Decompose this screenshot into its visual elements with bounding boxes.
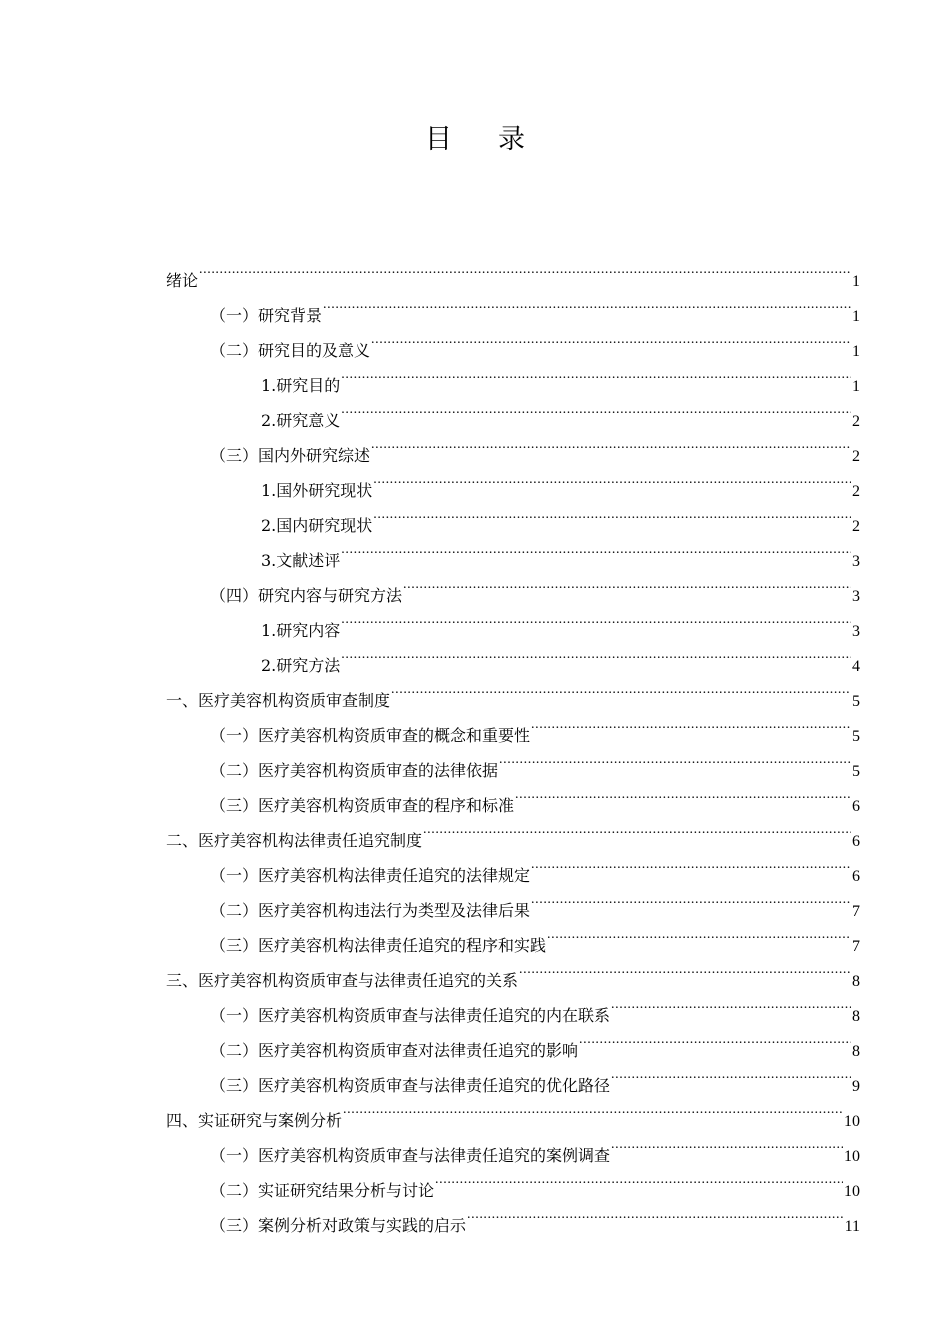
- toc-page-number: 3: [852, 588, 860, 605]
- toc-page-number: 4: [852, 658, 860, 675]
- toc-dot-leader: [341, 356, 851, 391]
- toc-dot-leader: [341, 531, 851, 566]
- toc-entry[interactable]: [166, 251, 860, 290]
- toc-entry-label: （二）医疗美容机构资质审查对法律责任追究的影响: [210, 1041, 579, 1060]
- toc-entry-label: 1.国外研究现状: [261, 481, 373, 500]
- toc-page-number: 3: [852, 553, 860, 570]
- toc-entry-label: 2.研究方法: [261, 656, 341, 675]
- toc-dot-leader: [531, 881, 851, 916]
- toc-page-number: 2: [852, 483, 860, 500]
- toc-page-number: 7: [852, 938, 860, 955]
- toc-entry-label: （一）研究背景: [210, 306, 323, 325]
- toc-entry-label: （三）国内外研究综述: [210, 446, 371, 465]
- toc-page-number: 5: [852, 763, 860, 780]
- toc-entry-label: （三）医疗美容机构资质审查的程序和标准: [210, 796, 515, 815]
- toc-dot-leader: [515, 776, 851, 811]
- toc-dot-leader: [423, 811, 851, 846]
- toc-dot-leader: [611, 1056, 851, 1091]
- toc-entry-label: 三、医疗美容机构资质审查与法律责任追究的关系: [166, 971, 519, 990]
- toc-dot-leader: [611, 986, 851, 1021]
- toc-dot-leader: [373, 496, 851, 531]
- toc-dot-leader: [371, 321, 851, 356]
- toc-dot-leader: [343, 1091, 843, 1126]
- toc-dot-leader: [199, 251, 851, 286]
- toc-page-number: 8: [852, 973, 860, 990]
- toc-page-number: 6: [852, 798, 860, 815]
- toc-dot-leader: [391, 671, 851, 706]
- toc-dot-leader: [323, 286, 851, 321]
- toc-entry[interactable]: [166, 286, 860, 325]
- toc-entry-label: 1.研究内容: [261, 621, 341, 640]
- toc-dot-leader: [341, 636, 851, 671]
- toc-dot-leader: [579, 1021, 851, 1056]
- toc-dot-leader: [341, 391, 851, 426]
- toc-page-number: 1: [852, 343, 860, 360]
- toc-dot-leader: [519, 951, 851, 986]
- toc-dot-leader: [435, 1161, 843, 1196]
- toc-dot-leader: [547, 916, 851, 951]
- toc-page-number: 10: [844, 1113, 860, 1130]
- toc-dot-leader: [611, 1126, 843, 1161]
- toc-page-number: 9: [852, 1078, 860, 1095]
- toc-entry-label: 2.国内研究现状: [261, 516, 373, 535]
- toc-entry-label: 二、医疗美容机构法律责任追究制度: [166, 831, 423, 850]
- toc-list: [166, 251, 860, 1235]
- toc-entry-label: （二）医疗美容机构资质审查的法律依据: [210, 761, 499, 780]
- toc-page-number: 2: [852, 518, 860, 535]
- toc-entry-label: （一）医疗美容机构法律责任追究的法律规定: [210, 866, 531, 885]
- toc-page-number: 1: [852, 308, 860, 325]
- toc-entry-label: （四）研究内容与研究方法: [210, 586, 403, 605]
- toc-entry-label: （一）医疗美容机构资质审查的概念和重要性: [210, 726, 531, 745]
- toc-page-number: 6: [852, 833, 860, 850]
- toc-page-number: 6: [852, 868, 860, 885]
- toc-dot-leader: [371, 426, 851, 461]
- toc-entry-label: （二）医疗美容机构违法行为类型及法律后果: [210, 901, 531, 920]
- toc-entry-label: （一）医疗美容机构资质审查与法律责任追究的内在联系: [210, 1006, 611, 1025]
- toc-dot-leader: [403, 566, 851, 601]
- toc-page-number: 2: [852, 448, 860, 465]
- toc-entry-label: （一）医疗美容机构资质审查与法律责任追究的案例调查: [210, 1146, 611, 1165]
- toc-entry-label: （二）实证研究结果分析与讨论: [210, 1181, 435, 1200]
- toc-entry-label: 1.研究目的: [261, 376, 341, 395]
- toc-entry-label: 3.文献述评: [261, 551, 341, 570]
- toc-dot-leader: [341, 601, 851, 636]
- toc-dot-leader: [467, 1196, 844, 1231]
- toc-page-number: 11: [844, 1218, 860, 1235]
- toc-dot-leader: [531, 846, 851, 881]
- toc-entry-label: 2.研究意义: [261, 411, 341, 430]
- toc-page-number: 5: [852, 728, 860, 745]
- toc-page-number: 10: [844, 1148, 860, 1165]
- toc-dot-leader: [499, 741, 851, 776]
- toc-page-number: 5: [852, 693, 860, 710]
- toc-page-number: 7: [852, 903, 860, 920]
- toc-title: 目录: [425, 124, 571, 155]
- toc-dot-leader: [373, 461, 851, 496]
- toc-page-number: 8: [852, 1008, 860, 1025]
- toc-entry-label: （二）研究目的及意义: [210, 341, 371, 360]
- toc-page-number: 1: [852, 378, 860, 395]
- toc-entry-label: 绪论: [166, 271, 199, 290]
- toc-entry-label: 一、医疗美容机构资质审查制度: [166, 691, 391, 710]
- toc-page-number: 10: [844, 1183, 860, 1200]
- toc-page-number: 1: [852, 273, 860, 290]
- toc-page-number: 2: [852, 413, 860, 430]
- toc-entry-label: 四、实证研究与案例分析: [166, 1111, 343, 1130]
- toc-dot-leader: [531, 706, 851, 741]
- toc-entry-label: （三）医疗美容机构资质审查与法律责任追究的优化路径: [210, 1076, 611, 1095]
- toc-page-number: 8: [852, 1043, 860, 1060]
- toc-page-number: 3: [852, 623, 860, 640]
- toc-entry-label: （三）医疗美容机构法律责任追究的程序和实践: [210, 936, 547, 955]
- toc-entry-label: （三）案例分析对政策与实践的启示: [210, 1216, 467, 1235]
